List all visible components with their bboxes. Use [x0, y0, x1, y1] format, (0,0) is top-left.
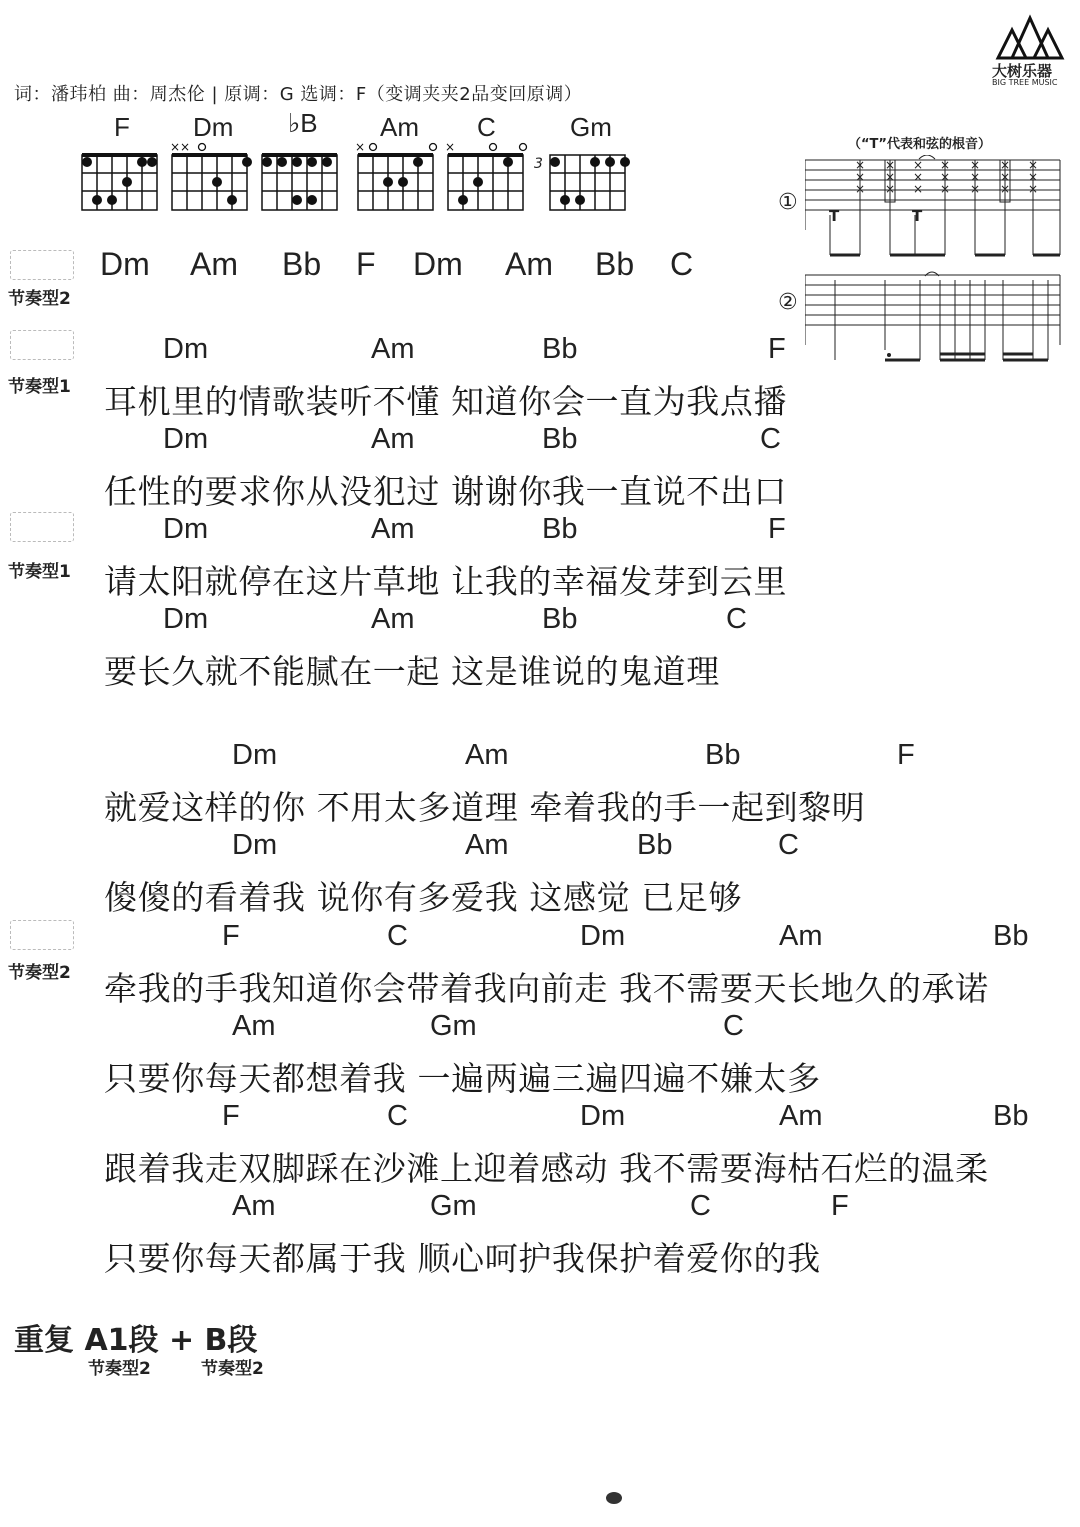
lyric-chord: Bb	[637, 829, 673, 861]
lyric-line: 跟着我走双脚踩在沙滩上迎着感动 我不需要海枯石烂的温柔	[104, 1149, 989, 1188]
lyric-line: 要长久就不能腻在一起 这是谁说的鬼道理	[104, 652, 720, 691]
lyric-chord: F	[768, 333, 786, 365]
lyric-chord: Dm	[580, 920, 626, 952]
lyric-chord: Bb	[542, 423, 578, 455]
intro-chord: Dm	[413, 246, 463, 282]
svg-text:×: ×	[970, 170, 981, 184]
lyric-line: 请太阳就停在这片草地 让我的幸福发芽到云里	[104, 562, 788, 601]
svg-text:×: ×	[855, 170, 866, 184]
lyric-chord: Gm	[430, 1010, 477, 1042]
lyric-chord: Dm	[163, 603, 209, 635]
svg-text:×: ×	[1000, 158, 1011, 172]
svg-text:×: ×	[1028, 158, 1039, 172]
intro-chord: F	[356, 246, 376, 282]
pattern-2-marker: ②	[778, 290, 798, 315]
lyric-chord: Dm	[163, 513, 209, 545]
repeat-instruction: 重复 A1段 + B段	[14, 1323, 258, 1358]
repeat-rhythm-label: 节奏型2	[201, 1359, 264, 1379]
lyric-chord: Dm	[580, 1100, 626, 1132]
svg-text:×: ×	[885, 182, 896, 196]
lyric-chord: Am	[371, 603, 415, 635]
lyric-chord: Bb	[993, 920, 1029, 952]
svg-text:×: ×	[913, 158, 924, 172]
lyric-chord: Am	[371, 333, 415, 365]
section-rhythm-label: 节奏型2	[8, 963, 71, 983]
svg-text:×: ×	[885, 158, 896, 172]
rhythm-thumbnail	[10, 250, 74, 280]
svg-text:××: ××	[170, 140, 191, 154]
svg-text:×: ×	[940, 170, 951, 184]
lyric-chord: Am	[232, 1190, 276, 1222]
brand-subtitle: BIG TREE MUSIC	[992, 78, 1058, 87]
lyric-chord: F	[222, 920, 240, 952]
svg-text:×: ×	[970, 158, 981, 172]
intro-chord: Bb	[595, 246, 635, 282]
lyric-chord: Gm	[430, 1190, 477, 1222]
chord-diagram-name: Am	[380, 112, 419, 142]
root-label-1: T	[829, 207, 840, 225]
lyric-chord: C	[726, 603, 747, 635]
svg-text:×: ×	[1028, 182, 1039, 196]
page-mark-icon	[606, 1492, 622, 1504]
lyric-chord: Dm	[163, 423, 209, 455]
lyric-chord: F	[897, 739, 915, 771]
chord-diagram-name: C	[477, 112, 496, 142]
section-rhythm-label: 节奏型1	[8, 377, 71, 397]
intro-chord: Dm	[100, 246, 150, 282]
repeat-rhythm-label: 节奏型2	[88, 1359, 151, 1379]
lyric-chord: Dm	[232, 829, 278, 861]
chord-diagram-name: F	[114, 112, 130, 142]
lyric-chord: Am	[465, 739, 509, 771]
lyric-chord: Am	[779, 920, 823, 952]
lyric-line: 牵我的手我知道你会带着我向前走 我不需要天长地久的承诺	[104, 969, 989, 1008]
lyric-chord: F	[831, 1190, 849, 1222]
lyric-chord: F	[768, 513, 786, 545]
svg-text:×: ×	[885, 170, 896, 184]
lyric-line: 任性的要求你从没犯过 谢谢你我一直说不出口	[104, 472, 788, 511]
lyric-line: 傻傻的看着我 说你有多爱我 这感觉 已足够	[104, 878, 743, 917]
lyric-chord: Am	[371, 423, 415, 455]
chord-diagram-name: ♭B	[288, 108, 318, 138]
chord-diagram-name: Gm	[570, 112, 612, 142]
lyric-chord: C	[387, 1100, 408, 1132]
lyric-chord: Bb	[705, 739, 741, 771]
svg-text:×: ×	[855, 182, 866, 196]
rhythm-pattern-diagrams	[805, 155, 1067, 367]
svg-text:×: ×	[445, 140, 456, 154]
rhythm-thumbnail	[10, 920, 74, 950]
lyric-chord: C	[760, 423, 781, 455]
chord-grids	[70, 140, 650, 220]
intro-chord: Am	[505, 246, 553, 282]
root-label-2: T	[912, 207, 923, 225]
lyric-chord: Bb	[542, 603, 578, 635]
lyric-chord: Am	[232, 1010, 276, 1042]
chord-diagram-name: Dm	[193, 112, 234, 142]
lyric-chord: Bb	[542, 333, 578, 365]
song-credits: 词：潘玮柏 曲：周杰伦 | 原调：G 选调：F（变调夹夹2品变回原调）	[14, 84, 583, 105]
pattern-1-marker: ①	[778, 190, 798, 215]
intro-chord: Bb	[282, 246, 322, 282]
lyric-chord: Dm	[163, 333, 209, 365]
intro-chord: C	[670, 246, 694, 282]
lyric-line: 只要你每天都想着我 一遍两遍三遍四遍不嫌太多	[104, 1059, 821, 1098]
lyric-chord: Dm	[232, 739, 278, 771]
lyric-chord: Am	[371, 513, 415, 545]
svg-text:×: ×	[355, 140, 366, 154]
chord-fret-number: 3	[534, 156, 543, 172]
intro-chord: Am	[190, 246, 238, 282]
svg-text:×: ×	[913, 170, 924, 184]
lyric-chord: F	[222, 1100, 240, 1132]
lyric-line: 只要你每天都属于我 顺心呵护我保护着爱你的我	[104, 1239, 821, 1278]
lyric-line: 耳机里的情歌装听不懂 知道你会一直为我点播	[104, 382, 788, 421]
lyric-chord: Am	[465, 829, 509, 861]
lyric-chord: Bb	[542, 513, 578, 545]
svg-text:×: ×	[913, 182, 924, 196]
lyric-chord: C	[690, 1190, 711, 1222]
svg-text:×: ×	[940, 158, 951, 172]
brand-name: 大树乐器	[992, 62, 1053, 80]
svg-text:×: ×	[970, 182, 981, 196]
section-rhythm-label: 节奏型1	[8, 562, 71, 582]
intro-rhythm-label: 节奏型2	[8, 289, 71, 309]
svg-text:×: ×	[855, 158, 866, 172]
rhythm-thumbnail	[10, 330, 74, 360]
lyric-line: 就爱这样的你 不用太多道理 牵着我的手一起到黎明	[104, 788, 866, 827]
lyric-chord: C	[723, 1010, 744, 1042]
rhythm-legend: （“T”代表和弦的根音）	[848, 137, 991, 152]
lyric-chord: C	[387, 920, 408, 952]
lyric-chord: Bb	[993, 1100, 1029, 1132]
svg-text:×: ×	[1028, 170, 1039, 184]
svg-text:×: ×	[940, 182, 951, 196]
lyric-chord: Am	[779, 1100, 823, 1132]
svg-text:×: ×	[1000, 170, 1011, 184]
lyric-chord: C	[778, 829, 799, 861]
svg-text:×: ×	[1000, 182, 1011, 196]
rhythm-thumbnail	[10, 512, 74, 542]
